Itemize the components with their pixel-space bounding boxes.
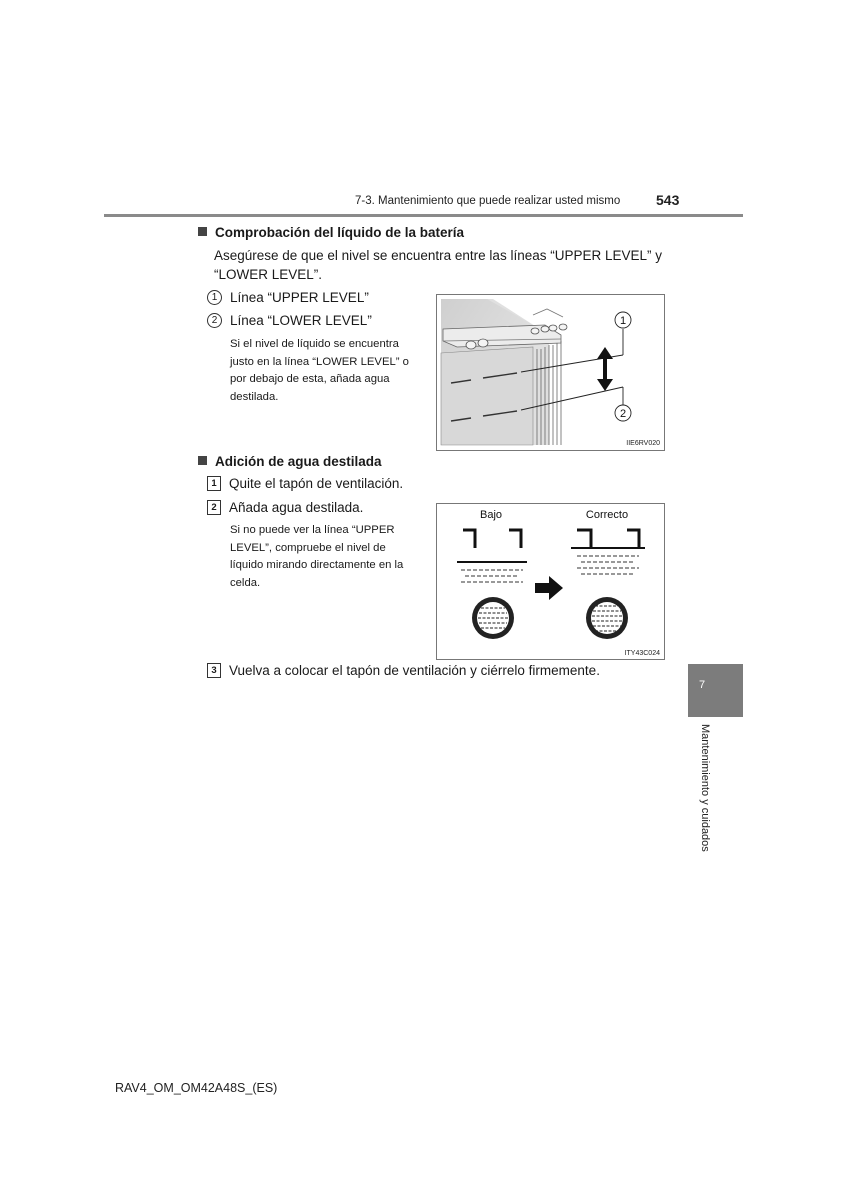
- figure-code: IIE6RV020: [626, 440, 660, 447]
- header-rule: [104, 214, 743, 217]
- chapter-number: 7: [699, 679, 706, 691]
- intro-line: Asegúrese de que el nivel se encuentra entre las líneas “UPPER LEVEL” y: [214, 248, 662, 263]
- note-line: Si el nivel de líquido se encuentra: [230, 338, 399, 350]
- intro-line: “LOWER LEVEL”.: [214, 267, 323, 282]
- correct-vent-icon: [577, 530, 639, 548]
- note-line: Si no puede ver la línea “UPPER: [230, 524, 395, 536]
- note-line: destilada.: [230, 390, 279, 403]
- note-low-level: [230, 336, 423, 406]
- section-heading-add-water: [198, 454, 382, 469]
- figure-callout-1: 1: [619, 315, 627, 327]
- figure-code: ITY43C024: [624, 650, 660, 657]
- battery-level-figure: [436, 294, 665, 451]
- callout-number: 1: [207, 290, 222, 305]
- bullet-square-icon: [198, 227, 207, 236]
- label-low: Bajo: [479, 509, 503, 521]
- step-number: 2: [207, 500, 221, 515]
- step-3: [207, 663, 600, 678]
- bullet-square-icon: [198, 456, 207, 465]
- list-item-upper-level: [207, 290, 369, 305]
- water-level-illustration: [437, 504, 664, 659]
- page-number: 543: [656, 192, 680, 208]
- chapter-side-label-wrap: [697, 724, 713, 864]
- correct-cell-view-icon: [586, 597, 628, 639]
- note-line: líquido mirando directamente en la: [230, 559, 404, 571]
- step-text: Vuelva a colocar el tapón de ventilación y ciérrelo firmemente.: [229, 663, 600, 678]
- header-section-title: 7-3. Mantenimiento que puede realizar usted mismo: [355, 195, 621, 207]
- section-heading-text: Comprobación del líquido de la batería: [215, 225, 465, 240]
- step-text: Quite el tapón de ventilación.: [229, 476, 404, 491]
- list-item-text: Línea “UPPER LEVEL”: [230, 290, 369, 305]
- step-2: [207, 500, 363, 515]
- right-arrow-icon: [535, 576, 563, 600]
- note-line: justo en la línea “LOWER LEVEL” o: [230, 355, 409, 368]
- low-cell-view-icon: [472, 597, 514, 639]
- figure-callout-2: 2: [619, 408, 627, 420]
- step-number: 3: [207, 663, 221, 678]
- level-range-arrow-icon: [597, 347, 613, 391]
- note-line: LEVEL”, compruebe el nivel de: [230, 541, 386, 554]
- section-heading-battery-check: [198, 225, 464, 240]
- water-level-figure: [436, 503, 665, 660]
- intro-paragraph: [214, 246, 662, 284]
- label-correct: Correcto: [585, 509, 629, 521]
- footer-document-code: RAV4_OM_OM42A48S_(ES): [115, 1081, 278, 1095]
- list-item-lower-level: [207, 313, 372, 328]
- chapter-tab: [688, 664, 743, 717]
- callout-number: 2: [207, 313, 222, 328]
- low-vent-icon: [463, 530, 521, 548]
- step-1: [207, 476, 403, 491]
- note-line: celda.: [230, 576, 261, 589]
- note-check-level: [230, 522, 423, 592]
- battery-illustration: [437, 295, 664, 450]
- list-item-text: Línea “LOWER LEVEL”: [230, 313, 372, 328]
- section-heading-text: Adición de agua destilada: [215, 454, 382, 469]
- step-number: 1: [207, 476, 221, 491]
- step-text: Añada agua destilada.: [229, 500, 364, 515]
- note-line: por debajo de esta, añada agua: [230, 373, 390, 385]
- chapter-side-label: Mantenimiento y cuidados: [699, 724, 711, 852]
